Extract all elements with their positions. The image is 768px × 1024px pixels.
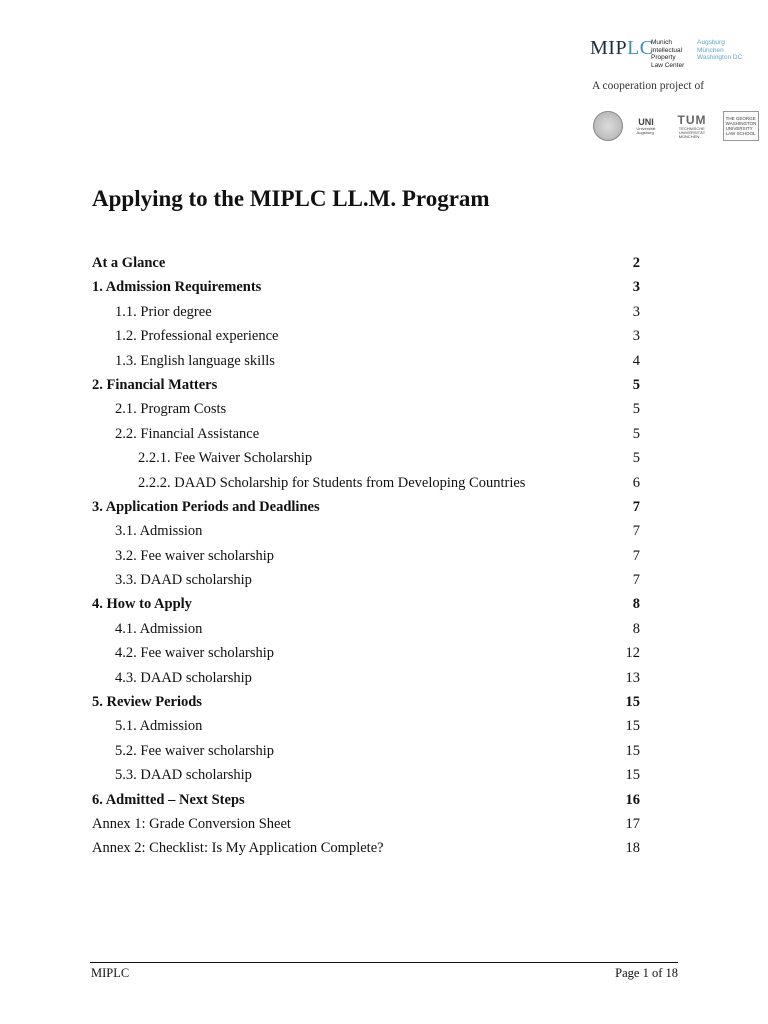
uni-augsburg-logo-icon: UNI Universität Augsburg [636, 116, 656, 135]
toc-entry[interactable] [92, 276, 640, 300]
document-title: Applying to the MIPLC LL.M. Program [92, 186, 490, 211]
footer-divider [90, 962, 678, 963]
toc-entry[interactable] [92, 423, 640, 447]
table-of-contents [92, 252, 640, 862]
toc-entry-page: 15 [625, 767, 640, 784]
toc-entry[interactable] [92, 813, 640, 837]
toc-entry-page: 7 [632, 498, 640, 515]
toc-entry[interactable] [92, 691, 640, 715]
toc-entry[interactable] [92, 325, 640, 349]
toc-entry-label: 3.2. Fee waiver scholarship [115, 547, 275, 564]
toc-entry-page: 7 [632, 523, 640, 540]
toc-entry-label: 1.2. Professional experience [115, 328, 279, 345]
page-number: Page 1 of 18 [615, 966, 678, 980]
toc-entry-label: 1. Admission Requirements [92, 279, 262, 296]
toc-entry-page: 8 [632, 596, 640, 613]
toc-entry-page: 16 [625, 791, 640, 808]
toc-entry-page: 13 [625, 669, 640, 686]
toc-entry[interactable] [92, 472, 640, 496]
toc-entry-label: 4. How to Apply [92, 596, 192, 613]
toc-entry[interactable] [92, 764, 640, 788]
logo-wordmark: MIPLC [590, 37, 654, 59]
toc-entry[interactable] [92, 374, 640, 398]
toc-entry-label: 1.3. English language skills [115, 352, 275, 369]
toc-entry-label: 4.3. DAAD scholarship [115, 669, 252, 686]
toc-entry-page: 3 [632, 303, 640, 320]
toc-entry[interactable] [92, 642, 640, 666]
toc-entry-label: 4.2. Fee waiver scholarship [115, 645, 275, 662]
toc-entry-label: 5.2. Fee waiver scholarship [115, 742, 275, 759]
toc-entry[interactable] [92, 520, 640, 544]
toc-entry-label: 2.2.1. Fee Waiver Scholarship [138, 450, 313, 467]
toc-entry-label: 4.1. Admission [115, 620, 203, 637]
toc-entry-label: 2.2. Financial Assistance [115, 425, 260, 442]
toc-entry[interactable] [92, 618, 640, 642]
toc-entry[interactable] [92, 740, 640, 764]
toc-entry[interactable] [92, 545, 640, 569]
toc-entry-label: 3. Application Periods and Deadlines [92, 498, 320, 515]
toc-entry-label: 5. Review Periods [92, 694, 202, 711]
logo-cities: Augsburg München Washington DC [697, 39, 743, 62]
toc-entry-page: 8 [632, 620, 640, 637]
george-washington-law-logo-icon: THE GEORGE WASHINGTON UNIVERSITY LAW SCHOOL [723, 111, 759, 141]
toc-entry-page: 18 [625, 840, 640, 857]
toc-entry[interactable] [92, 301, 640, 325]
toc-entry-page: 7 [632, 572, 640, 589]
toc-entry-label: 3.3. DAAD scholarship [115, 572, 252, 589]
toc-entry-label: 2.1. Program Costs [115, 401, 227, 418]
toc-entry-page: 17 [625, 815, 640, 832]
toc-entry-page: 7 [632, 547, 640, 564]
toc-entry-label: Annex 1: Grade Conversion Sheet [92, 815, 291, 832]
toc-entry-page: 12 [625, 645, 640, 662]
toc-entry[interactable] [92, 252, 640, 276]
toc-entry-label: 2. Financial Matters [92, 376, 218, 393]
toc-entry-page: 15 [625, 694, 640, 711]
toc-entry-page: 5 [632, 376, 640, 393]
partner-logos [589, 111, 759, 143]
toc-entry-label: 6. Admitted – Next Steps [92, 791, 245, 808]
miplc-logo [590, 36, 750, 72]
toc-entry[interactable] [92, 593, 640, 617]
logo-subtitle: Munich Intellectual Property Law Center [651, 39, 685, 69]
footer-org: MIPLC [91, 966, 130, 980]
toc-entry[interactable] [92, 715, 640, 739]
toc-entry-page: 2 [632, 255, 640, 271]
toc-entry-page: 3 [632, 279, 640, 296]
toc-entry-label: At a Glance [92, 255, 166, 271]
toc-entry[interactable] [92, 398, 640, 422]
toc-entry-page: 4 [632, 352, 640, 369]
toc-entry-label: 1.1. Prior degree [115, 303, 212, 320]
toc-entry-page: 15 [625, 742, 640, 759]
toc-entry[interactable] [92, 789, 640, 813]
toc-entry[interactable] [92, 350, 640, 374]
cooperation-note: A cooperation project of [592, 80, 705, 92]
toc-entry-label: 5.1. Admission [115, 718, 203, 735]
max-planck-seal-icon [589, 111, 627, 141]
toc-entry[interactable] [92, 447, 640, 471]
toc-entry-page: 3 [632, 328, 640, 345]
toc-entry-page: 6 [632, 474, 640, 491]
toc-entry-page: 5 [632, 401, 640, 418]
toc-entry-label: 3.1. Admission [115, 523, 203, 540]
toc-entry-label: Annex 2: Checklist: Is My Application Complete? [92, 840, 384, 857]
toc-entry[interactable] [92, 837, 640, 861]
toc-entry-label: 5.3. DAAD scholarship [115, 767, 252, 784]
toc-entry[interactable] [92, 667, 640, 691]
toc-entry-page: 5 [632, 450, 640, 467]
toc-entry-label: 2.2.2. DAAD Scholarship for Students from Developing Countries [138, 474, 526, 491]
toc-entry[interactable] [92, 569, 640, 593]
tum-logo-icon: TUM TECHNISCHE UNIVERSITÄT MÜNCHEN [677, 113, 707, 139]
toc-entry[interactable] [92, 496, 640, 520]
toc-entry-page: 15 [625, 718, 640, 735]
toc-entry-page: 5 [632, 425, 640, 442]
